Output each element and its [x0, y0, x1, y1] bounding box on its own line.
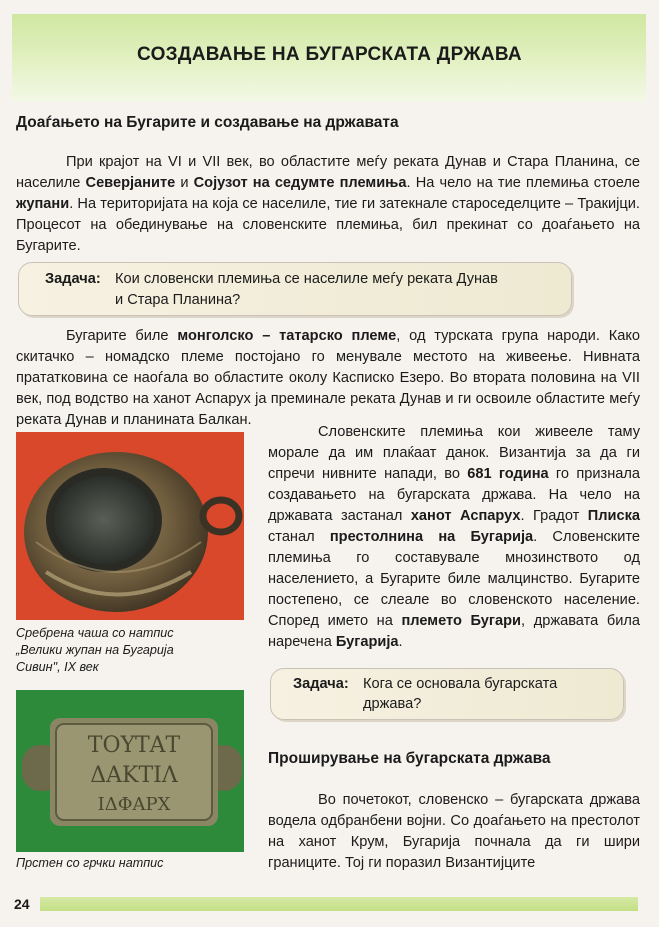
- bold-term: монголско – татарско племе: [177, 328, 397, 344]
- task-box-2: [270, 668, 624, 720]
- caption-cup-line3: Сивин", IX век: [16, 660, 99, 674]
- ring-inscription-line1: ΤΟΥΤΑΤ: [87, 733, 181, 758]
- ring-photo: [16, 690, 244, 852]
- bold-term: престолнина на Бугарија: [329, 529, 534, 545]
- ring-inscription-line2: ΔΑΚΤΙΛ: [90, 763, 178, 788]
- task-text-line2: држава?: [363, 696, 422, 712]
- task-box-1: [18, 262, 572, 316]
- bold-term: 681 година: [467, 466, 549, 482]
- bold-term: Плиска: [587, 508, 641, 524]
- caption-cup-line2: „Велики жупан на Бугарија: [16, 643, 174, 657]
- paragraph-founding: Словенските племиња кои живееле таму морале да им плаќаат данок. Византија за да ги спречи нивните напади, во 681 година го признала создавањето на бугарската држава. На чело на државата застанал ханот Аспарух. Градот Плиска станал престолнина на Бугарија. Словенските племиња го составувале мнозинството од населението, а Бугарите биле малцинство. Бугарите постепено, се слеале во словенското население. Според името на племето Бугари, државата била наречена Бугарија.: [268, 424, 641, 650]
- task-text-line2: и Стара Планина?: [115, 292, 241, 308]
- ring-inscription-line3: ΙΔΦΑΡΧ: [97, 794, 171, 815]
- footer-band: [40, 897, 638, 911]
- page-number: 24: [14, 896, 30, 912]
- task-label: Задача:: [45, 271, 101, 287]
- bold-term: Бугарија: [335, 634, 399, 650]
- silver-cup-photo: [16, 432, 244, 620]
- bold-term: ханот Аспарух: [410, 508, 521, 524]
- bold-term: жупани: [16, 196, 70, 212]
- paragraph-expansion: Во почетокот, словенско – бугарската држава водела одбранбени војни. Со доаѓањето на престолот на ханот Крум, Бугарија почнала да ги шири границите. Тој ги поразил Византијците: [268, 792, 640, 871]
- page-title: СОЗДАВАЊЕ НА БУГАРСКАТА ДРЖАВА: [137, 44, 522, 65]
- paragraph-bulgars: Бугарите биле монголско – татарско племе, од турската група народи. Како скитачко – номадско племе постојано го менувале местото на живеење. Нивната прататковина се наоѓала во областите околу Касписко Езеро. Во втората половина на VII век, под водство на ханот Аспарух ја преминале реката Дунав и ги освоиле областите меѓу реката Дунав и планината Балкан.: [16, 328, 640, 428]
- caption-ring: Прстен со грчки натпис: [16, 856, 164, 870]
- task-text-line1: Кога се основала бугарската: [363, 676, 558, 692]
- bold-term: Северјаните: [85, 175, 176, 191]
- bold-term: Сојузот на седумте племиња: [193, 175, 407, 191]
- caption-cup-line1: Сребрена чаша со натпис: [16, 626, 174, 640]
- bold-term: племето Бугари: [401, 613, 522, 629]
- paragraph-arrival: При крајот на VI и VII век, во областите меѓу реката Дунав и Стара Планина, се населиле Северјаните и Сојузот на седумте племиња. На чело на тие племиња стоеле жупани. На територијата на која се населиле, тие ги затекнале староседелците – Тракијци. Процесот на обединување на словенските племиња, бил прекинат со доаѓањето на Бугарите.: [16, 154, 641, 254]
- section-heading-expansion: Проширување на бугарската држава: [268, 750, 551, 767]
- task-label: Задача:: [293, 676, 349, 692]
- task-text-line1: Кои словенски племиња се населиле меѓу реката Дунав: [115, 271, 498, 287]
- section-heading-arrival: Доаѓањето на Бугарите и создавање на државата: [16, 114, 399, 131]
